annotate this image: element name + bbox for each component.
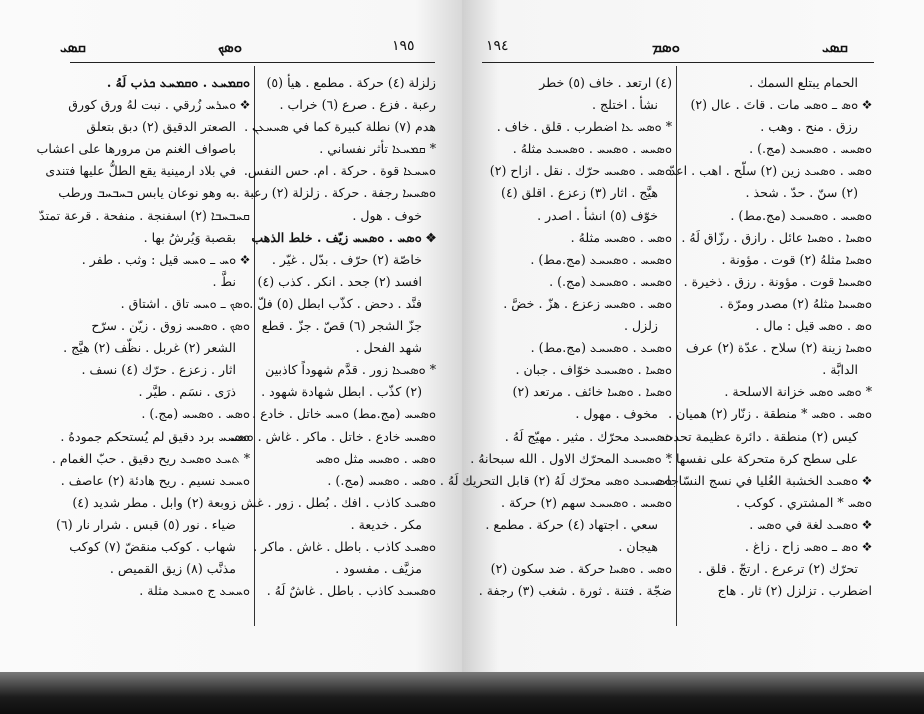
text-line: خوف . هول . bbox=[352, 207, 422, 223]
text-line: ܘܣܚܚܐ رجفة . حركة . زلزلة (٢) رعبة . bbox=[235, 185, 436, 201]
text-line: الحمام يبتلع السمك . bbox=[749, 75, 858, 90]
left-page bbox=[0, 0, 462, 672]
text-line: ضجّة . فتنة . ثورة . شغب (٣) رجفة . bbox=[478, 583, 672, 599]
text-line: الدابَّة . bbox=[822, 362, 858, 378]
text-line: ܘܣܚܐ زينة (٢) سلاح . عدّة (٢) عرف bbox=[685, 340, 872, 356]
right-page-column-divider bbox=[676, 66, 677, 626]
text-line: ܘܣܚܚܥ ܘܣܚ محرّك لَهُ (٢) قابل التحريك لَهُ . bbox=[439, 472, 672, 488]
right-page-left-column bbox=[439, 72, 672, 632]
text-line: ܘܣܚܚ خادع . خاتل . ماكر . غاش . ܘܣܚ bbox=[229, 428, 436, 444]
text-line: ܘܣܚܚ . ܘܣܚܚܥ (مج.) . bbox=[549, 273, 672, 289]
text-line: * ܘܣܚ ܘܣܚ خزانة الاسلحة . bbox=[724, 384, 872, 400]
text-line: رزق . منح . وهب . bbox=[760, 119, 858, 135]
text-line: ܘܣܚܥ . ܘܣܚܚܥ (مج.مط) . bbox=[530, 340, 672, 356]
right-page-header-center-word: ܘܣܡ bbox=[652, 38, 680, 56]
text-line: نشأ . اختلج . bbox=[592, 97, 658, 113]
text-line: نطَّ . bbox=[212, 273, 236, 289]
text-line: ܘܣܚ . ܘܣܚܥ زين (٢) سلّح . اهب . اعدّ bbox=[669, 163, 872, 179]
text-line: ܘܣܚܐ مثلهُ (٢) قوت . مؤونة . bbox=[721, 251, 872, 267]
text-line: ذرَى . نسَم . طيَّر . bbox=[138, 384, 236, 400]
text-line: الشعر (٢) غربل . نظّف (٢) هيَّج . bbox=[63, 340, 236, 356]
left-page-header-center-word: ܘܣܟ bbox=[218, 38, 243, 56]
text-line: مذنَّب (٨) زيق القميص . bbox=[109, 561, 236, 577]
text-line: كيس (٢) منطقة . دائرة عظيمة تحدث bbox=[661, 428, 858, 444]
text-line: الصعتر الدقيق (٢) دبق بتعلق bbox=[86, 119, 236, 135]
text-line: مخوف . مهول . bbox=[575, 406, 658, 422]
text-line: ܩܚܒܚܒܐ (٢) اسفنجة . منفحة . قرعة تمتدّ bbox=[38, 207, 250, 223]
left-page-header-rule bbox=[70, 62, 435, 63]
text-line: هدم (٧) نطلة كبيرة كما في ܣܚܚܥܢ . bbox=[244, 119, 436, 135]
text-line: في بلاد ارمينية يقع الطلُّ عليها فتندى bbox=[45, 163, 236, 179]
right-page-number: ١٩٤ bbox=[486, 38, 509, 54]
text-line: ܘܣܚܚ (مج.مط) ܘܚܚ خاتل . خادع . bbox=[252, 406, 436, 422]
left-page-number: ١٩٥ bbox=[392, 38, 415, 54]
text-line: (٢) سنّ . حدّ . شحذ . bbox=[745, 185, 858, 201]
text-line: ܘܣܚ . ܘܣܚܚ زعزع . هزّ . خضَّ . bbox=[503, 295, 672, 311]
text-line: * ܘܣܚܥܐ زور . قدَّم شهوداً كاذبين bbox=[265, 362, 436, 378]
text-line: بقصبة وَيُرشُ بها . bbox=[143, 229, 236, 245]
text-line: مكر . خديعة . bbox=[350, 516, 422, 532]
text-line: زلزل . bbox=[623, 318, 658, 334]
scanner-bottom-edge bbox=[0, 672, 924, 714]
text-line: ܘܩܡܚܥ . ܘܩܡܚܥ ܟذب لَهُ . bbox=[106, 75, 250, 90]
text-line: رعبة . فزع . صرع (٦) خراب . bbox=[279, 97, 436, 113]
text-line: ܘܣܚܚܐ مثلهُ (٢) مصدر ومرّة . bbox=[719, 295, 872, 311]
text-line: ܘܣܚ * المشتري . كوكب . bbox=[736, 494, 872, 510]
text-line: * ܘܣܚܚܥ المحرّك الاول . الله سبحانهُ . bbox=[470, 450, 672, 466]
left-page-header-left-word: ܩܣܝ bbox=[60, 38, 86, 56]
text-line: ܘܣܚܚܥ محرّك . مثير . مهيّج لَهُ . bbox=[504, 428, 672, 444]
text-line: ܘܚܚܥ ج ܘܚܚܥ مثلة . bbox=[139, 583, 250, 599]
text-line: هيجان . bbox=[618, 538, 658, 554]
text-line: فنَّد . دحض . كذّب ابطل (٥) فلّ . bbox=[249, 295, 422, 311]
text-line: ܘܣܚܚ . ܘܣܚܚܥ (مج.) . bbox=[749, 141, 872, 157]
text-line: ܘܣܚ . ܘܣܚܐ حركة . ضد سكون (٢) bbox=[490, 561, 672, 577]
right-page-right-column bbox=[655, 72, 872, 632]
text-line: ܘܣܚ . ܘܣܚܚ حرّك . نقل . ازاح (٢) bbox=[489, 163, 672, 179]
text-line: ܘܣܚܚ . ܘܣܚܚܥ (مج.مط) . bbox=[730, 207, 872, 223]
left-page-right-column bbox=[229, 72, 436, 632]
text-line: اضطرب . تزلزل (٢) ثار . هاج bbox=[717, 583, 872, 599]
text-line: ܘܣ . ܘܣܚ قيل : مال . bbox=[755, 318, 872, 334]
text-line: به وهو نوعان يابس ܒܚܒܚܒ ورطب bbox=[58, 185, 236, 201]
text-line: ❖ ܘܣ ـ ܘܣܚ مات . قاتَ . عال (٢) bbox=[690, 97, 872, 113]
text-line: ܘܣܚܚ . ܘܣܚܚܥ سهم (٢) حركة . bbox=[500, 494, 672, 510]
text-line: (٤) ارتعد . خاف (٥) خطر bbox=[539, 75, 672, 90]
text-line: ܘܚܚܥܐ قوة . حركة . ام. حس النفس. bbox=[243, 163, 436, 179]
text-line: ܘܣܚܚ . ܘܣܚܚܥ (مج.مط) . bbox=[530, 251, 672, 267]
text-line: سعي . اجتهاد (٤) حركة . مطمع . bbox=[485, 516, 658, 532]
text-line: ܘܣܚܐ . ܘܣܚܚܥ خوّاف . جبان . bbox=[515, 362, 672, 378]
text-line: ❖ ܘܣܚ . ܘܣܚܚ زيّف . خلط الذهب bbox=[251, 229, 436, 245]
text-line: زوبعة (٢) وابل . مطر شديد (٤) bbox=[72, 494, 236, 510]
text-line: ܘܣܚܐ . ܘܣܚܐ عائل . رازق . رزّاق لَهُ . bbox=[681, 229, 872, 245]
text-line: شهاب . كوكب منقضّ (٧) كوكب bbox=[69, 538, 236, 554]
text-line: ܘܣܚ . ܘܣܚܚ مثلهُ . bbox=[570, 229, 672, 245]
text-line: ܘܣܚ . ܘܣܚܚ (مج.) . bbox=[141, 406, 250, 422]
text-line: ܘܣܚ . ܘܣܚ * منطقة . زنّار (٢) هميان . bbox=[668, 406, 872, 422]
text-line: مزيَّف . مفسود . bbox=[335, 561, 422, 577]
text-line: ܘܣܚܚ . ܘܣܚܚ . ܘܣܚܚܥ مثلهُ . bbox=[512, 141, 672, 157]
text-line: * ܬܚܥ ܘܣܚܥ ريح دقيق . حبّ الغمام . bbox=[51, 450, 250, 466]
text-line: افسد (٢) جحد . انكر . كذب (٤) bbox=[257, 273, 422, 289]
text-line: * ܩܡܚܥܐ تأثر نفساني . bbox=[319, 141, 436, 157]
text-line: ❖ ܘܣ ـ ܘܣܚ زاح . زاغ . bbox=[744, 538, 872, 554]
text-line: جزّ الشجر (٦) قصّ . جزّ . قطع bbox=[261, 318, 422, 334]
text-line: ❖ ܘܣܚܥ الخشبة العُليا في نسج النسّاجات bbox=[655, 472, 872, 488]
text-line: ❖ ܘܣܚܥ لغة في ܘܣܚ . bbox=[749, 516, 872, 532]
text-line: ܘܣܚܥ كاذب . باطل . غاش . ماكر . bbox=[253, 538, 436, 554]
text-line: ܘܣܚܚ برد دقيق لم يُستحكم جمودهُ . bbox=[60, 428, 250, 444]
text-line: ܘܣܚ . ܘܣܚܚ مثل ܘܣܚ bbox=[315, 450, 436, 466]
text-line: زلزلة (٤) حركة . مطمع . هيأ (٥) bbox=[266, 75, 436, 90]
right-page-header-rule bbox=[482, 62, 874, 63]
text-line: * ܘܣܚ ܥܐ اضطرب . قلق . خاف . bbox=[496, 119, 672, 135]
left-page-left-column bbox=[36, 72, 250, 632]
text-line: ❖ ܘܚ ـ ܘܚܚ قيل : وثب . طفر . bbox=[81, 251, 250, 267]
right-page-header-right-word: ܩܣܝ bbox=[822, 38, 848, 56]
text-line: على سطح كرة متحركة على نفسها . bbox=[667, 450, 858, 466]
text-line: باصواف الغنم من مرورها على اعشاب bbox=[36, 141, 236, 157]
text-line: (٢) كذّب . ابطل شهادة شهود . bbox=[261, 384, 422, 400]
text-line: هيَّج . اثار (٣) زعزع . اقلق (٤) bbox=[501, 185, 658, 201]
text-line: ܘܣܚܚܐ قوت . مؤونة . رزق . ذخيرة . bbox=[683, 273, 872, 289]
text-line: ܘܣܟ . ܘܣܚܚ زوق . زيّن . سرّح bbox=[91, 318, 250, 334]
text-line: ܘܣܚܚܥ كاذب . باطل . غاشٌ لَهُ . bbox=[266, 583, 436, 599]
text-line: شهد الفحل . bbox=[355, 340, 422, 356]
text-line: ܘܣܚܐ . ܘܣܚܐ خائف . مرتعد (٢) bbox=[512, 384, 672, 400]
text-line: ܘܚܚܥ نسيم . ريح هادئة (٢) عاصف . bbox=[60, 472, 250, 488]
text-line: خاصّة (٢) حرّف . بدّل . غيّر . bbox=[271, 251, 422, 267]
text-line: اثار . زعزع . حرّك (٤) نسف . bbox=[81, 362, 236, 378]
text-line: ❖ ܘܚܪܚ زُرقي . نبت لهُ ورق كورق bbox=[68, 97, 250, 113]
text-line: ܘܣܟ ـ ܘܚܚ تاق . اشتاق . bbox=[120, 295, 250, 311]
text-line: تحرّك (٢) ترعرع . ارتجّ . قلق . bbox=[698, 561, 858, 577]
text-line: ܘܣܚ . ܘܣܚܚ (مج.) . bbox=[327, 472, 436, 488]
right-page bbox=[439, 0, 924, 672]
text-line: ܘܣܚܥ كاذب . افك . بُطل . زور . غش . bbox=[232, 494, 436, 510]
text-line: خوّف (٥) انشأ . اصدر . bbox=[537, 207, 658, 223]
text-line: ضياء . نور (٥) قبس . شرار نار (٦) bbox=[56, 516, 236, 532]
